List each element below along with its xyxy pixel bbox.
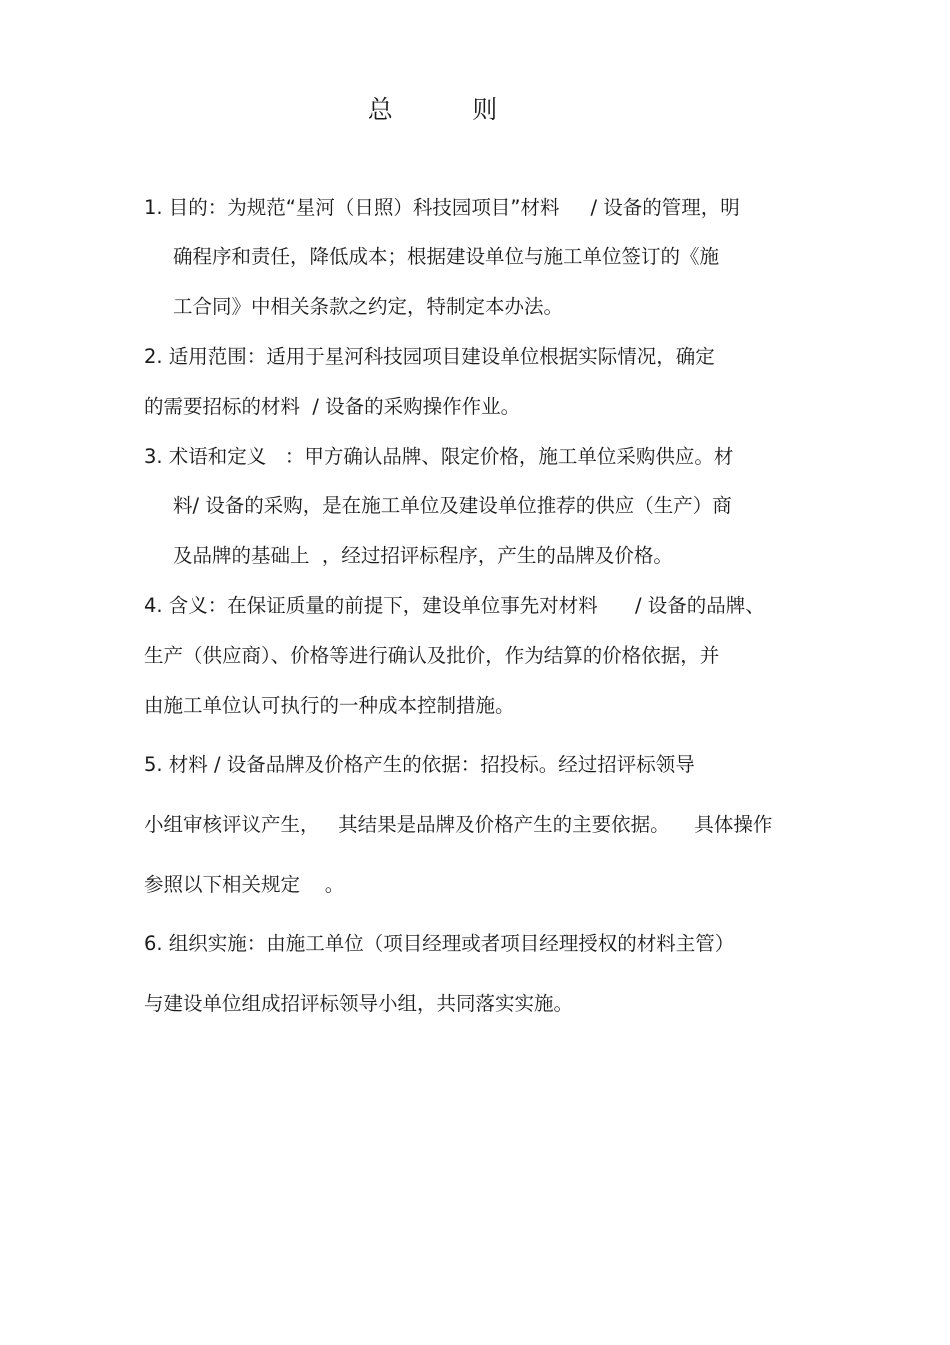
document-title: 总 则 [367, 95, 498, 124]
paragraph-4-line-3: 由施工单位认可执行的一种成本控制措施。 [144, 694, 515, 717]
paragraph-3-line-3: 及品牌的基础上 ，经过招评标程序，产生的品牌及价格。 [173, 544, 673, 567]
paragraph-6-line-2: 与建设单位组成招评标领导小组，共同落实实施。 [144, 992, 574, 1015]
paragraph-6-line-1: 6. 组织实施：由施工单位（项目经理或者项目经理授权的材料主管） [144, 932, 735, 955]
paragraph-1-line-2: 确程序和责任，降低成本；根据建设单位与施工单位签订的《施 [173, 245, 720, 268]
paragraph-3-line-2: 料/ 设备的采购，是在施工单位及建设单位推荐的供应（生产）商 [173, 494, 732, 517]
paragraph-5-line-3: 参照以下相关规定 。 [144, 873, 345, 896]
paragraph-4-line-2: 生产（供应商）、价格等进行确认及批价，作为结算的价格依据，并 [144, 644, 720, 667]
paragraph-5-line-1: 5. 材料 / 设备品牌及价格产生的依据：招投标。经过招评标领导 [144, 753, 695, 776]
paragraph-1-line-3: 工合同》中相关条款之约定，特制定本办法。 [173, 295, 564, 318]
paragraph-4-line-1: 4. 含义：在保证质量的前提下，建设单位事先对材料 / 设备的品牌、 [144, 594, 765, 617]
paragraph-2-line-1: 2. 适用范围：适用于星河科技园项目建设单位根据实际情况，确定 [144, 345, 715, 368]
paragraph-1-line-1: 1. 目的：为规范“星河（日照）科技园项目”材料 / 设备的管理，明 [144, 196, 740, 219]
paragraph-3-line-1: 3. 术语和定义 ：甲方确认品牌、限定价格，施工单位采购供应。材 [144, 445, 734, 468]
paragraph-5-line-2: 小组审核评议产生， 其结果是品牌及价格产生的主要依据。 具体操作 [144, 813, 773, 836]
paragraph-2-line-2: 的需要招标的材料 / 设备的采购操作作业。 [144, 395, 521, 418]
